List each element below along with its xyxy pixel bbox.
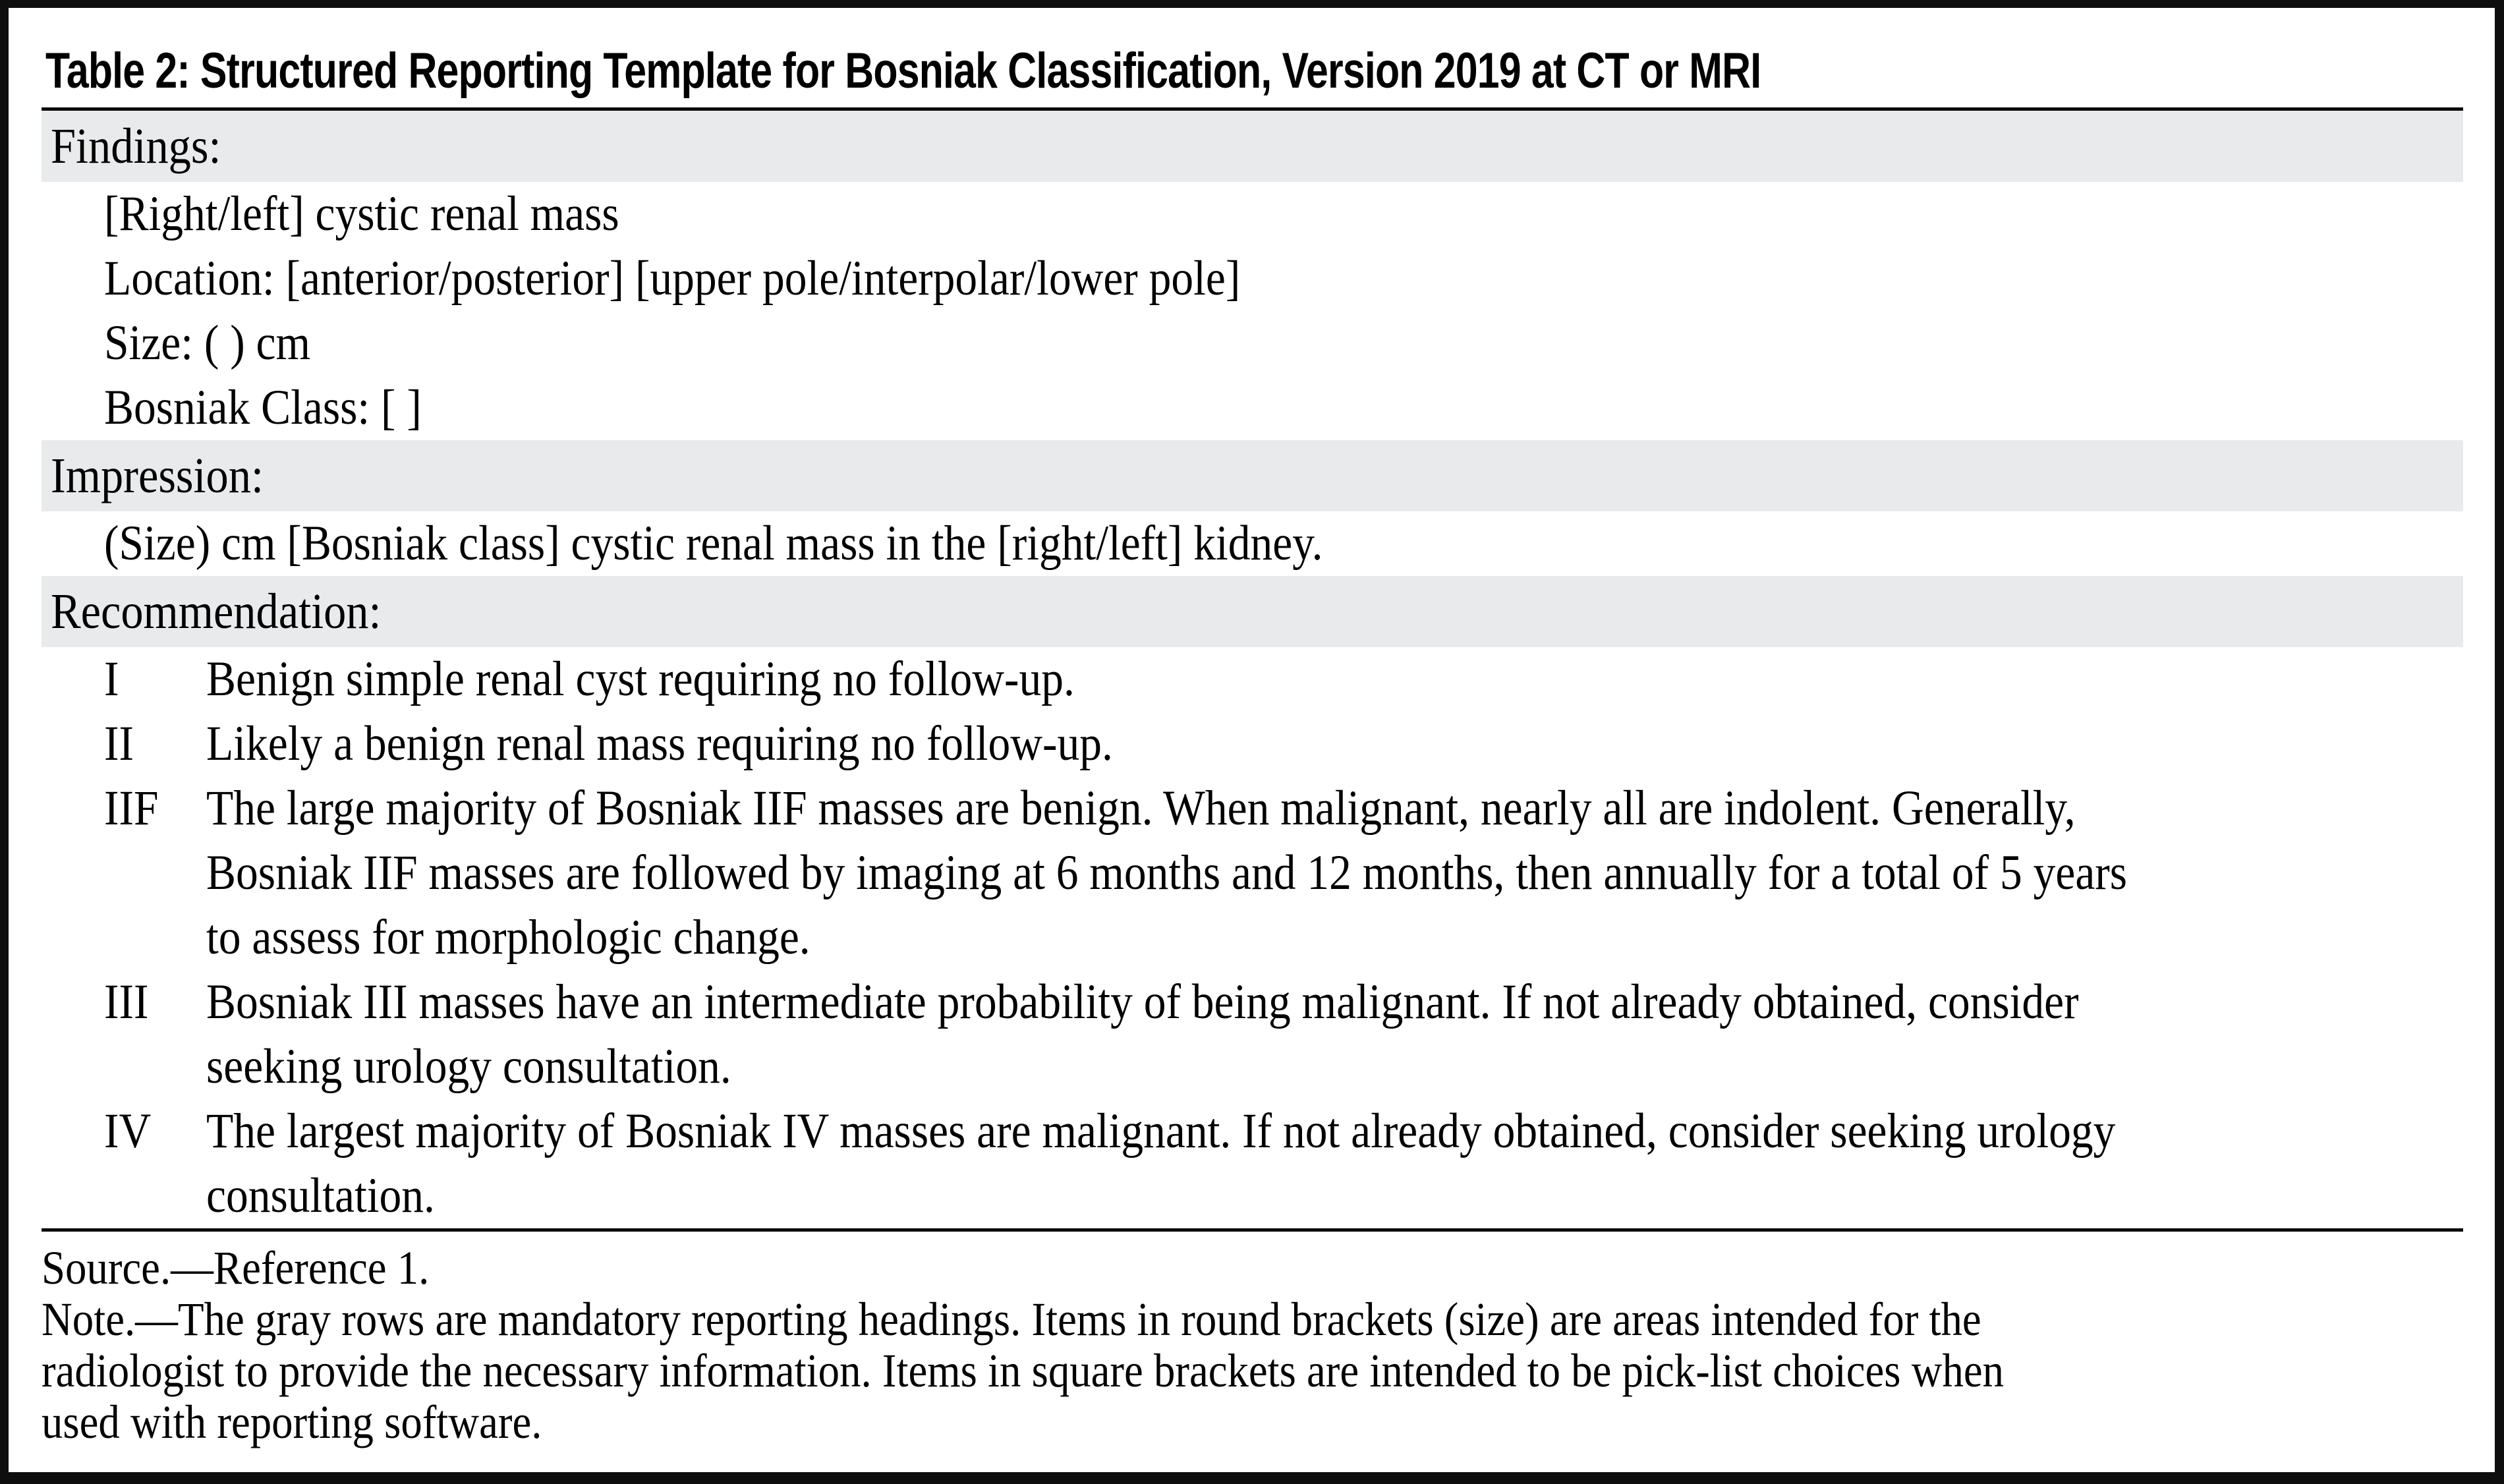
recommendation-text: to assess for morphologic change. xyxy=(206,910,811,965)
recommendation-line xyxy=(42,776,2463,841)
recommendation-item-IIF xyxy=(42,776,2463,970)
note-text: used with reporting software. xyxy=(42,1396,542,1448)
table-content xyxy=(9,8,2495,1448)
impression-heading: Impression: xyxy=(51,448,264,503)
recommendation-item-II xyxy=(42,712,2463,776)
findings-line-text: [Right/left] cystic renal mass xyxy=(104,186,619,241)
findings-line xyxy=(42,311,2463,376)
table-sheet xyxy=(9,8,2495,1472)
recommendation-line xyxy=(42,970,2463,1035)
findings-line xyxy=(42,376,2463,440)
findings-line-text: Size: ( ) cm xyxy=(104,316,311,370)
findings-heading: Findings: xyxy=(51,119,221,174)
recommendation-text: The largest majority of Bosniak IV masses are malignant. If not already obtained, consider seeking urology xyxy=(206,1104,2116,1158)
recommendation-line xyxy=(42,712,2463,776)
source-text: Source.—Reference 1. xyxy=(42,1241,430,1294)
bosniak-class-label: III xyxy=(104,975,149,1029)
findings-line-text: Bosniak Class: [ ] xyxy=(104,380,422,435)
recommendation-item-I xyxy=(42,647,2463,712)
recommendation-line xyxy=(42,1035,2463,1099)
source-line xyxy=(42,1242,2463,1294)
recommendation-text: Benign simple renal cyst requiring no follow-up. xyxy=(206,652,1075,706)
table-title-row xyxy=(42,8,2463,107)
recommendation-item-IV xyxy=(42,1099,2463,1228)
bosniak-class-label: I xyxy=(104,652,119,706)
findings-line-text: Location: [anterior/posterior] [upper pole/interpolar/lower pole] xyxy=(104,251,1241,306)
note-text: radiologist to provide the necessary information. Items in square brackets are intended to be pick-list choices when xyxy=(42,1344,2005,1397)
bosniak-class-label: II xyxy=(104,716,134,771)
recommendation-line xyxy=(42,905,2463,970)
recommendation-item-III xyxy=(42,970,2463,1099)
findings-line xyxy=(42,246,2463,311)
recommendation-line xyxy=(42,841,2463,905)
impression-line-text: (Size) cm [Bosniak class] cystic renal mass in the [right/left] kidney. xyxy=(104,516,1323,571)
band-impression xyxy=(42,440,2463,511)
recommendation-text: The large majority of Bosniak IIF masses are benign. When malignant, nearly all are indolent. Generally, xyxy=(206,781,2076,836)
note-text: Note.—The gray rows are mandatory reporting headings. Items in round brackets (size) are areas intended for the xyxy=(42,1293,1981,1346)
bosniak-class-label: IIF xyxy=(104,781,159,836)
recommendation-line xyxy=(42,1099,2463,1164)
table-footer xyxy=(42,1232,2463,1448)
findings-line xyxy=(42,182,2463,246)
recommendation-text: seeking urology consultation. xyxy=(206,1039,731,1094)
recommendation-line xyxy=(42,1164,2463,1228)
table-title: Table 2: Structured Reporting Template for Bosniak Classification, Version 2019 at CT or MRI xyxy=(45,43,1761,99)
recommendation-heading: Recommendation: xyxy=(51,584,382,639)
note-line xyxy=(42,1294,2463,1345)
recommendation-text: Likely a benign renal mass requiring no follow-up. xyxy=(206,716,1113,771)
recommendation-text: consultation. xyxy=(206,1168,435,1223)
band-findings xyxy=(42,111,2463,182)
impression-line xyxy=(42,511,2463,576)
band-recommendation xyxy=(42,576,2463,647)
bosniak-class-label: IV xyxy=(104,1104,152,1158)
recommendation-line xyxy=(42,647,2463,712)
recommendation-text: Bosniak IIF masses are followed by imaging at 6 months and 12 months, then annually for a total of 5 years xyxy=(206,845,2128,900)
note-line xyxy=(42,1345,2463,1396)
note-line xyxy=(42,1396,2463,1448)
recommendation-text: Bosniak III masses have an intermediate probability of being malignant. If not already obtained, consider xyxy=(206,975,2079,1029)
